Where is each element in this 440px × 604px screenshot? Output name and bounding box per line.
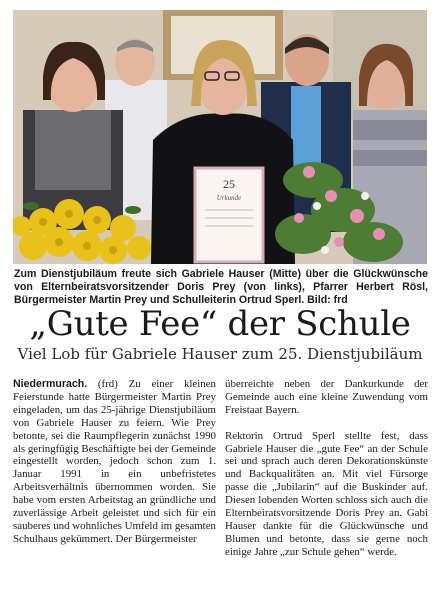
article-column-1 — [13, 378, 216, 546]
subheadline: Viel Lob für Gabriele Hauser zum 25. Dienstjubiläum — [17, 345, 423, 363]
article-column-2 — [225, 378, 428, 559]
article-text: (frd) Zu einer kleinen Feierstunde hatte Bürgermeister Martin Prey eingeladen, um das 25-jährige Dienstjubiläum von Gabriele Hauser zu feiern. Wie Prey betonte, sei die Raumpflegerin zunächst 1990 als geringfügig Beschäftigte bei der Gemeinde eingestellt worden, jedoch schon zum 1. Januar 1991 in ein unbefristetes Arbeitsverhältnis übernommen worden. Sie habe vom ersten Arbeitstag an gründliche und zuverlässige Arbeit geleistet und sich für ein sauberes und wohnliches Umfeld im gesamten Schulhaus gekümmert. Der Bürgermeister — [13, 378, 216, 545]
news-photo — [13, 10, 427, 264]
photo-caption: Zum Dienstjubiläum freute sich Gabriele Hauser (Mitte) über die Glückwünsche von Elternbeiratsvorsitzender Doris Prey (von links), Pfarrer Herbert Rösl, Bürgermeister Martin Prey und Schulleiterin Ortrud Sperl. Bild: frd — [14, 268, 428, 306]
certificate-title: Urkunde — [216, 194, 242, 202]
group-photo-illustration — [13, 10, 427, 264]
article-paragraph: überreichte neben der Dankurkunde der Gemeinde auch eine kleine Zuwendung vom Freistaat Bayern. — [225, 378, 428, 416]
article-paragraph — [13, 378, 216, 546]
article-paragraph: Rektorin Ortrud Sperl stellte fest, dass Gabriele Hauser die „gute Fee“ an der Schule sei und sprach auch deren Dekorationskünste und Backqualitäten an. Mit viel Fürsorge passe die „Jubilarin“ auf die Buskinder auf. Diesen lobenden Worten schloss sich auch die Elternbeiratsvorsitzende Doris Prey an. Gabi Hauser dankte für die Glückwünsche und Blumen und betonte, dass sie gerne noch einige Jahre „zur Schule gehen“ werde. — [225, 429, 428, 558]
headline: „Gute Fee“ der Schule — [29, 304, 411, 344]
dateline: Niedermurach. — [13, 378, 88, 390]
certificate-number: 25 — [223, 177, 235, 191]
